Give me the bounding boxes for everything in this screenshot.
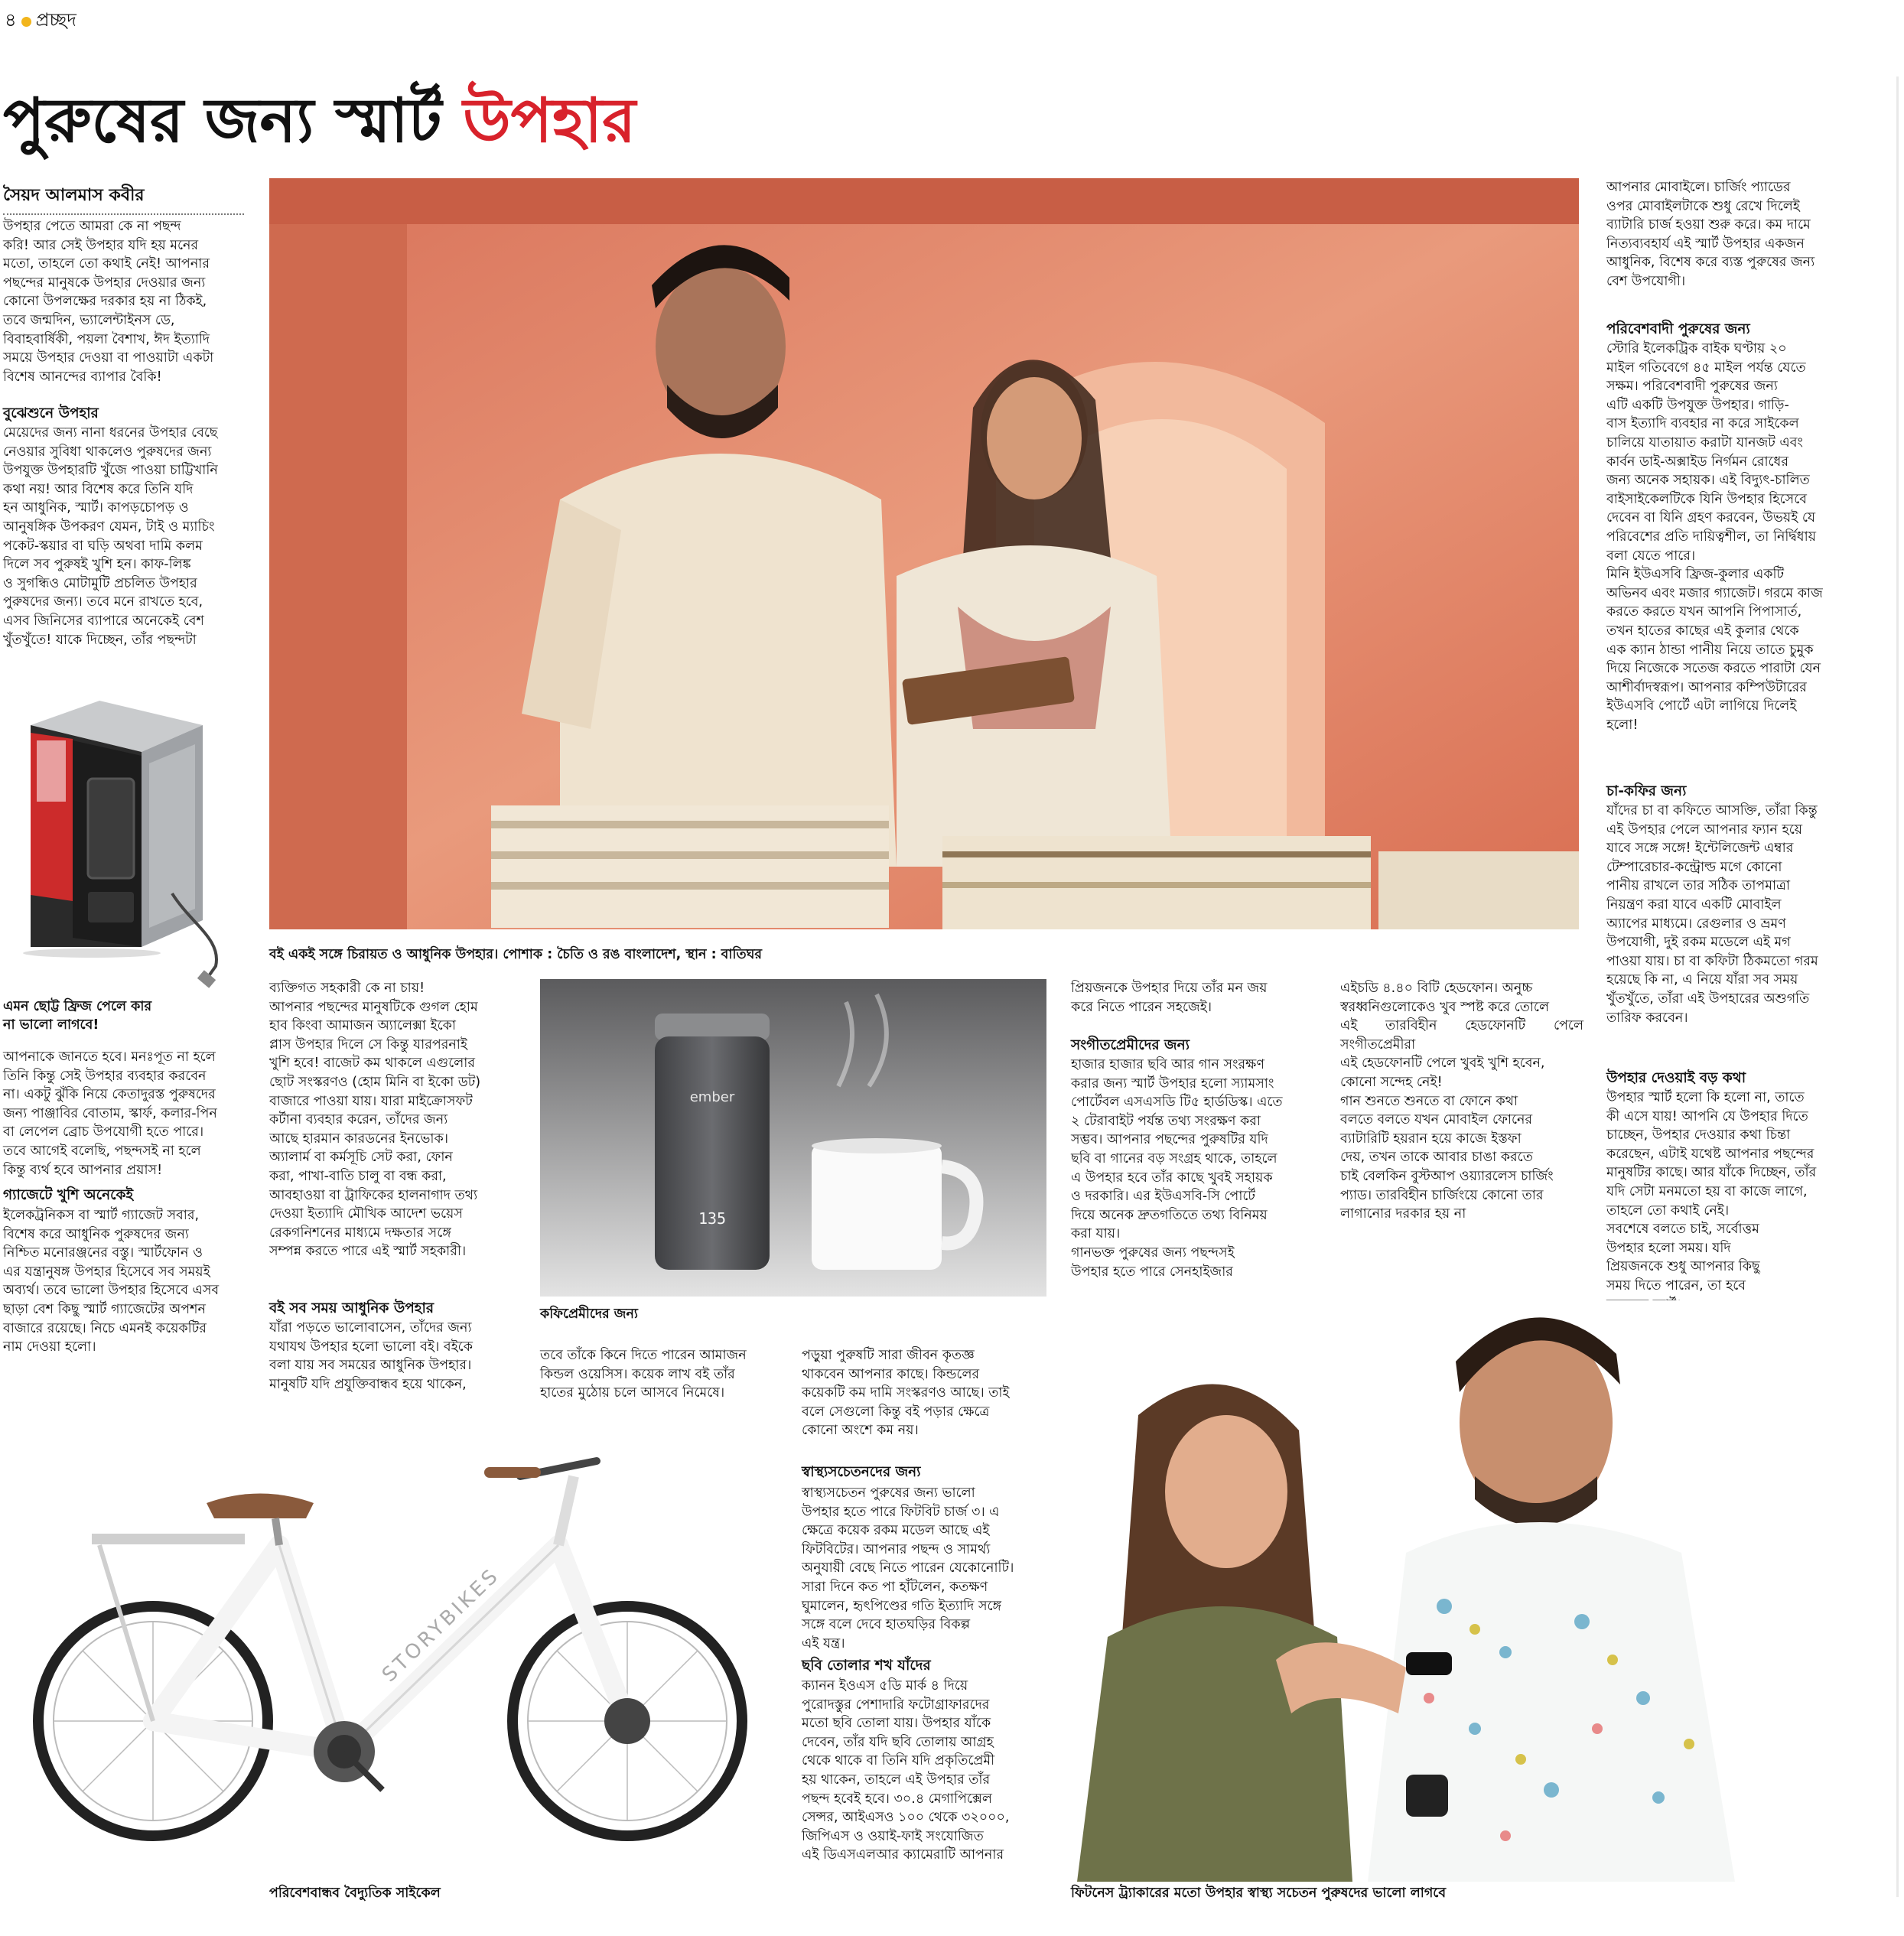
page-header [5, 6, 76, 37]
col4-para-1: পড়ুয়া পুরুষটি সারা জীবন কৃতজ্ঞ থাকবেন আপনার কাছে। কিন্ডলের কয়েকটি কম দামি সংস্করণও আছে। তাই বলে সেগুলো কিন্তু বই পড়ার ক্ষেত্রে কোনো অংশে কম নয়। [802, 1348, 1010, 1439]
col7-subhead-3: উপহার দেওয়াই বড় কথা [1606, 1070, 1746, 1086]
col7-para-2: স্টোরি ইলেকট্রিক বাইক ঘণ্টায় ২০ মাইল গতিবেগে ৪৫ মাইল পর্যন্ত যেতে সক্ষম। পরিবেশবাদী পুরুষের জন্য এটি একটি উপযুক্ত উপহার। গাড়ি- বাস ইত্যাদি ব্যবহার না করে সাইকেল চালিয়ে যাতায়াত করাটা যানজট এবং কার্বন ডাই-অক্সাইড নির্গমন রোধের জন্য অনেক সহায়ক। এই বিদ্যুৎ-চালিত বাইসাইকেলটিকে যিনি উপহার হিসেবে দেবেন বা যিনি গ্রহণ করবেন, উভয়ই যে পরিবেশের প্রতি দায়িত্বশীল, তা নির্দ্বিধায় বলা যেতে পারে। মিনি ইউএসবি ফ্রিজ-কুলার একটি অভিনব এবং মজার গ্যাজেট। গরমে কাজ করতে করতে যখন আপনি পিপাসার্ত, তখন হাতের কাছের এই কুলার থেকে এক ক্যান ঠান্ডা পানীয় নিয়ে তাতে চুমুক দিয়ে নিজেকে সতেজ করতে পারাটা যেন আশীর্বাদস্বরূপ। আপনার কম্পিউটারের ইউএসবি পোর্টে এটা লাগিয়ে দিলেই হলো! [1606, 341, 1823, 733]
right-margin-rule [1896, 76, 1899, 1897]
storybikes-bicycle-photo [31, 1430, 765, 1859]
col1-subhead-2: গ্যাজেটে খুশি অনেকেই [3, 1187, 134, 1203]
col4-para-2: স্বাস্থ্যসচেতন পুরুষের জন্য ভালো উপহার হতে পারে ফিটবিট চার্জ ৩। এ ক্ষেত্রে কয়েক রকম মডেল আছে এই ফিটবিটের। আপনার পছন্দ ও সামর্থ্য অনুযায়ী বেছে নিতে পারেন যেকোনোটি। সারা দিনে কত পা হাঁটলেন, কতক্ষণ ঘুমালেন, হৃৎপিণ্ডের গতি ইত্যাদি সঙ্গে সঙ্গে বলে দেবে হাতঘড়ির বিকল্প এই যন্ত্র। [802, 1485, 1014, 1651]
headline-accent: উপহার [463, 85, 636, 156]
main-photo-caption: বই একই সঙ্গে চিরায়ত ও আধুনিক উপহার। পোশাক : চৈতি ও রঙ বাংলাদেশ, স্থান : বাতিঘর [269, 947, 763, 962]
col1-para-2: মেয়েদের জন্য নানা ধরনের উপহার বেছে নেওয়ার সুবিধা থাকলেও পুরুষদের জন্য উপযুক্ত উপহারটি খুঁজে পাওয়া চাট্টিখানি কথা নয়! আর বিশেষ করে তিনি যদি হন আধুনিক, স্মার্ট। কাপড়চোপড় ও আনুষঙ্গিক উপকরণ যেমন, টাই ও ম্যাচিং পকেট-স্কয়ার বা ঘড়ি অথবা দামি কলম দিলে সব পুরুষই খুশি হন। কাফ-লিঙ্ক ও সুগন্ধিও মোটামুটি প্রচলিত উপহার পুরুষদের জন্য। তবে মনে রাখতে হবে, এসব জিনিসের ব্যাপারে অনেকেই বেশ খুঁতখুঁতে! যাকে দিচ্ছেন, তাঁর পছন্দটা [3, 425, 218, 648]
page-number: ৪ [5, 9, 17, 31]
col2-para-2: যাঁরা পড়তে ভালোবাসেন, তাঁদের জন্য যথাযথ উপহার হলো ভালো বই। বইকে বলা যায় সব সময়ের আধুনিক উপহার। মানুষটি যদি প্রযুক্তিবান্ধব হয়ে থাকেন, [269, 1320, 473, 1392]
fitness-couple-photo [1046, 1300, 1886, 1882]
col1-subhead-1: বুঝেশুনে উপহার [3, 405, 99, 421]
col7-subhead-1: পরিবেশবাদী পুরুষের জন্য [1606, 321, 1750, 337]
fitness-photo-graphic [1046, 1300, 1886, 1882]
fitness-photo-caption: ফিটনেস ট্র্যাকারের মতো উপহার স্বাস্থ্য সচেতন পুরুষদের ভালো লাগবে [1071, 1886, 1447, 1901]
col7-para-3: যাঁদের চা বা কফিতে আসক্তি, তাঁরা কিন্তু এই উপহার পেলে আপনার ফ্যান হয়ে যাবে সঙ্গে সঙ্গে! ইন্টেলিজেন্ট এম্বার টেম্পারেচার-কন্ট্রোল্ড মগে কোনো পানীয় রাখলে তার সঠিক তাপমাত্রা নিয়ন্ত্রণ করা যাবে একটি মোবাইল অ্যাপের মাধ্যমে। রেগুলার ও ভ্রমণ উপযোগী, দুই রকম মডেলে এই মগ পাওয়া যায়। চা বা কফিটা ঠিকমতো গরম হয়েছে কি না, এ নিয়ে যাঁরা সব সময় খুঁতখুঁতে, তাঁরা এই উপহারের অশুগতি তারিফ করবেন। [1606, 803, 1818, 1026]
col5-para-1: প্রিয়জনকে উপহার দিয়ে তাঁর মন জয় করে নিতে পারেন সহজেই। [1071, 981, 1268, 1015]
fridge-caption: এমন ছোট্ট ফ্রিজ পেলে কার না ভালো লাগবে! [3, 999, 152, 1033]
main-couple-books-photo [269, 178, 1579, 929]
col3-para-1: তবে তাঁকে কিনে দিতে পারেন আমাজন কিন্ডল ওয়েসিস। কয়েক লাখ বই তাঁর হাতের মুঠোয় চলে আসবে নিমেষে। [540, 1348, 747, 1401]
col1-para-3: আপনাকে জানতে হবে। মনঃপূত না হলে তিনি কিন্তু সেই উপহার ব্যবহার করবেন না। একটু ঝুঁকি নিয়ে কেতাদুরস্ত পুরুষদের জন্য পাঞ্জাবির বোতাম, স্কার্ফ, কলার-পিন বা লেপেল ব্রোচ উপযোগী হতে পারে। তবে আগেই বলেছি, পছন্দসই না হলে কিন্তু ব্যর্থ হবে আপনার প্রয়াস! [3, 1049, 217, 1178]
col1-para-4: ইলেকট্রনিকস বা স্মার্ট গ্যাজেট সবার, বিশেষ করে আধুনিক পুরুষদের জন্য নিশ্চিত মনোরঞ্জনের বস্তু। স্মার্টফোন ও এর যন্ত্রানুষঙ্গ উপহার হিসেবে সব সময়ই অব্যর্থ। তবে ভালো উপহার হিসেবে এসব ছাড়া বেশ কিছু স্মার্ট গ্যাজেটের অপশন বাজারে রয়েছে। নিচে এমনই কয়েকটির নাম দেওয়া হলো। [3, 1208, 220, 1355]
col4-subhead-2: ছবি তোলার শখ যাঁদের [802, 1658, 931, 1674]
bicycle-graphic [31, 1430, 765, 1859]
col2-subhead: বই সব সময় আধুনিক উপহার [269, 1300, 435, 1316]
col7-para-4: উপহার স্মার্ট হলো কি হলো না, তাতে কী এসে যায়! আপনি যে উপহার দিতে চাচ্ছেন, উপহার দেওয়ার কথা চিন্তা করেছেন, এটাই যথেষ্ট আপনার পছন্দের মানুষটির কাছে। আর যাঁকে দিচ্ছেন, তাঁর যদি সেটা মনমতো হয় বা কাজে লাগে, তাহলে তো কথাই নেই। সবশেষে বলতে চাই, সর্বোত্তম উপহার হলো সময়। যদি প্রিয়জনকে শুধু আপনার কিছু সময় দিতে পারেন, তা হবে [1606, 1090, 1817, 1293]
bike-brand: STORYBIKES [378, 1563, 505, 1687]
col4-para-3: ক্যানন ইওএস ৫ডি মার্ক ৪ দিয়ে পুরোদস্তুর পেশাদারি ফটোগ্রাফারদের মতো ছবি তোলা যায়। উপহার যাঁকে দেবেন, তাঁর যদি ছবি তোলায় আগ্রহ থেকে থাকে বা তিনি যদি প্রকৃতিপ্রেমী হয় থাকেন, তাহলে এই উপহার তাঁর পছন্দ হবেই হবে। ৩০.৪ মেগাপিক্সেল সেন্সর, আইএসও ১০০ থেকে ৩২০০০, জিপিএস ও ওয়াই-ফাই সংযোজিত এই ডিএসএলআর ক্যামেরাটি আপনার [802, 1678, 1010, 1863]
mug-brand: ember [689, 1089, 735, 1105]
col5-para-2: হাজার হাজার ছবি আর গান সংরক্ষণ করার জন্য স্মার্ট উপহার হলো স্যামসাং পোর্টেবল এসএসডি টি৫ হার্ডডিস্ক। এতে ২ টেরাবাইট পর্যন্ত তথ্য সংরক্ষণ করা সম্ভব। আপনার পছন্দের পুরুষটির যদি ছবি বা গানের বড় সংগ্রহ থাকে, তাহলে এ উপহার হবে তাঁর কাছে খুবই সহায়ক ও দরকারি। এর ইউএসবি-সি পোর্টে দিয়ে অনেক দ্রুতগতিতে তথ্য বিনিময় করা যায়। গানভক্ত পুরুষের জন্য পছন্দসই উপহার হতে পারে সেনহাইজার [1071, 1057, 1283, 1280]
col6-para-1: এইচডি ৪.৪০ বিটি হেডফোন। অনুচ্চ স্বরধ্বনিগুলোকেও খুব স্পষ্ট করে তোলে এই তারবিহীন হেডফোনটি পেলে সংগীতপ্রেমীরা এই হেডফোনটি পেলে খুবই খুশি হবেন, কোনো সন্দেহ নেই! গান শুনতে শুনতে বা ফোনে কথা বলতে বলতে যখন মোবাইল ফোনের ব্যাটারিটি হয়রান হয়ে কাজে ইস্তফা দেয়, তখন তাকে আবার চাঙা করতে চাই বেলকিন বুস্টআপ ওয়্যারলেস চার্জিং প্যাড। তারবিহীন চার্জিংয়ে কোনো তার লাগানোর দরকার হয় না [1340, 981, 1583, 1222]
section-name: প্রচ্ছদ [35, 9, 76, 31]
mug-caption: কফিপ্রেমীদের জন্য [540, 1306, 638, 1322]
headline-part1: পুরুষের জন্য স্মার্ট [3, 85, 464, 156]
col2-para-1: ব্যক্তিগত সহকারী কে না চায়! আপনার পছন্দের মানুষটিকে গুগল হোম হাব কিংবা আমাজন অ্যালেক্সা ইকো প্লাস উপহার দিলে সে কিন্তু যারপরনাই খুশি হবে! বাজেট কম থাকলে এগুলোর ছোট সংস্করণও (হোম মিনি বা ইকো ডট) বাজারে পাওয়া যায়। যারা মাইক্রোসফট কর্টানা ব্যবহার করেন, তাঁদের জন্য আছে হারমান কারডনের ইনভোক। অ্যালার্ম বা কর্মসূচি সেট করা, ফোন করা, পাখা-বাতি চালু বা বন্ধ করা, আবহাওয়া বা ট্রাফিকের হালনাগাদ তথ্য দেওয়া ইত্যাদি মৌখিক আদেশ ভয়েস রেকগনিশনের মাধ্যমে দক্ষতার সঙ্গে সম্পন্ন করতে পারে এই স্মার্ট সহকারী। [269, 981, 481, 1260]
col5-subhead: সংগীতপ্রেমীদের জন্য [1071, 1037, 1190, 1053]
mini-fridge-graphic [15, 695, 237, 997]
ember-mug-photo [540, 979, 1046, 1297]
col7-para-1: আপনার মোবাইলে। চার্জিং প্যাডের ওপর মোবাইলটাকে শুধু রেখে দিলেই ব্যাটারি চার্জ হওয়া শুরু করে। কম দামে নিত্যব্যবহার্য এই স্মার্ট উপহার একজন আধুনিক, বিশেষ করে ব্যস্ত পুরুষের জন্য বেশ উপযোগী। [1606, 180, 1815, 289]
ember-mug-graphic [540, 979, 1046, 1297]
col4-subhead-1: স্বাস্থ্যসচেতনদের জন্য [802, 1464, 921, 1480]
mini-fridge-photo [15, 695, 237, 997]
bike-caption: পরিবেশবান্ধব বৈদ্যুতিক সাইকেল [269, 1886, 441, 1901]
col7-subhead-2: চা-কফির জন্য [1606, 783, 1687, 799]
header-dot-icon [21, 17, 31, 27]
headline [3, 83, 636, 159]
main-photo-graphic [269, 178, 1579, 929]
mug-temp-display: 135 [698, 1209, 727, 1228]
col1-intro: উপহার পেতে আমরা কে না পছন্দ করি! আর সেই উপহার যদি হয় মনের মতো, তাহলে তো কথাই নেই! আপনার পছন্দের মানুষকে উপহার দেওয়ার জন্য কোনো উপলক্ষের দরকার হয় না ঠিকই, তবে জন্মদিন, ভ্যালেন্টাইনস ডে, বিবাহবার্ষিকী, পয়লা বৈশাখ, ঈদ ইত্যাদি সময়ে উপহার দেওয়া বা পাওয়াটা একটা বিশেষ আনন্দের ব্যাপার বৈকি! [3, 219, 214, 385]
byline: সৈয়দ আলমাস কবীর [3, 182, 244, 215]
